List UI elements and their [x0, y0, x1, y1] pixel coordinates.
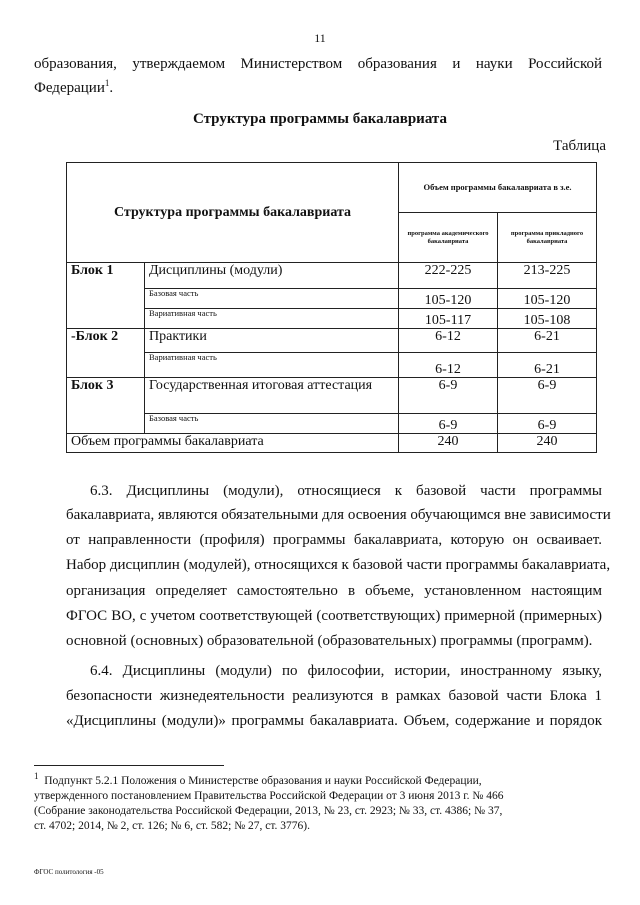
- block2-label: -Блок 2: [67, 329, 145, 378]
- footnote-marker: 1: [34, 771, 39, 782]
- block1-base-label: Базовая часть: [145, 289, 399, 309]
- block3-academic: 6-9: [399, 378, 498, 414]
- block1-var-label: Вариативная часть: [145, 309, 399, 329]
- table-caption: Таблица: [553, 138, 606, 154]
- intro-line-2: [34, 78, 113, 98]
- header-volume: Объем программы бакалавриата в з.е.: [399, 163, 597, 213]
- footnote-line-3: (Собрание законодательства Российской Федерации, 2013, № 23, ст. 2923; № 33, ст. 4386; № 37,: [34, 805, 503, 817]
- block1-label: Блок 1: [67, 263, 145, 329]
- block2-applied: 6-21: [498, 329, 597, 353]
- block3-applied: 6-9: [498, 378, 597, 414]
- block3-base-academic: 6-9: [399, 414, 498, 434]
- block2-name: Практики: [145, 329, 399, 353]
- para-6-4-line-3: «Дисциплины (модули)» программы бакалавриата. Объем, содержание и порядок: [66, 713, 602, 729]
- page-number: 11: [314, 31, 326, 45]
- para-6-3-line-3: от направленности (профиля) программы бакалавриата, которую он осваивает.: [66, 532, 602, 548]
- block2-academic: 6-12: [399, 329, 498, 353]
- block1-base-applied: 105-120: [498, 289, 597, 309]
- block2-var-academic: 6-12: [399, 353, 498, 378]
- footnote-line-4: ст. 4702; 2014, № 2, ст. 126; № 6, ст. 582; № 27, ст. 3776).: [34, 820, 311, 832]
- header-applied: программа прикладного бакалавриата: [498, 213, 597, 263]
- header-structure: Структура программы бакалавриата: [67, 163, 399, 263]
- block3-label: Блок 3: [67, 378, 145, 434]
- intro-line-1: образования, утверждаемом Министерством образования и науки Российской: [34, 56, 602, 72]
- intro-line-2-end: .: [109, 80, 114, 96]
- para-6-3-line-6: ФГОС ВО, с учетом соответствующей (соответствующих) примерной (примерных): [66, 608, 602, 624]
- block1-applied: 213-225: [498, 263, 597, 289]
- document-mark: ФГОС политология -05: [34, 868, 104, 876]
- para-6-3-line-7: основной (основных) образовательной (образовательных) программы (программ).: [66, 633, 593, 649]
- header-academic: программа академического бакалавриата: [399, 213, 498, 263]
- footnote-line-1: [34, 771, 594, 788]
- total-label: Объем программы бакалавриата: [67, 434, 399, 453]
- total-academic: 240: [399, 434, 498, 453]
- structure-table: [66, 162, 597, 453]
- block2-var-applied: 6-21: [498, 353, 597, 378]
- block1-academic: 222-225: [399, 263, 498, 289]
- block1-base-academic: 105-120: [399, 289, 498, 309]
- para-6-3-line-4: Набор дисциплин (модулей), относящихся к базовой части программы бакалавриата,: [66, 557, 611, 573]
- para-6-3-line-2: бакалавриата, являются обязательными для освоения обучающимся вне зависимости: [66, 507, 611, 523]
- block3-base-applied: 6-9: [498, 414, 597, 434]
- para-6-4-line-1: 6.4. Дисциплины (модули) по философии, истории, иностранному языку,: [90, 663, 602, 679]
- para-6-4-line-2: безопасности жизнедеятельности реализуются в рамках базовой части Блока 1: [66, 688, 602, 704]
- block3-name: Государственная итоговая аттестация: [145, 378, 399, 414]
- block3-base-label: Базовая часть: [145, 414, 399, 434]
- block2-var-label: Вариативная часть: [145, 353, 399, 378]
- footnote-divider: [34, 765, 224, 766]
- footnote-line-1-text: Подпункт 5.2.1 Положения о Министерстве образования и науки Российской Федерации,: [44, 775, 482, 787]
- para-6-3-line-5: организация определяет самостоятельно в объеме, установленном настоящим: [66, 583, 602, 599]
- section-title: Структура программы бакалавриата: [193, 111, 447, 127]
- block1-name: Дисциплины (модули): [145, 263, 399, 289]
- footnote-line-2: утвержденного постановлением Правительства Российской Федерации от 3 июня 2013 г. № 466: [34, 790, 504, 802]
- footnote-ref: 1: [104, 78, 110, 88]
- block1-var-applied: 105-108: [498, 309, 597, 329]
- block1-var-academic: 105-117: [399, 309, 498, 329]
- intro-line-2-text: Федерации: [34, 80, 105, 96]
- total-applied: 240: [498, 434, 597, 453]
- para-6-3-line-1: 6.3. Дисциплины (модули), относящиеся к базовой части программы: [90, 483, 602, 499]
